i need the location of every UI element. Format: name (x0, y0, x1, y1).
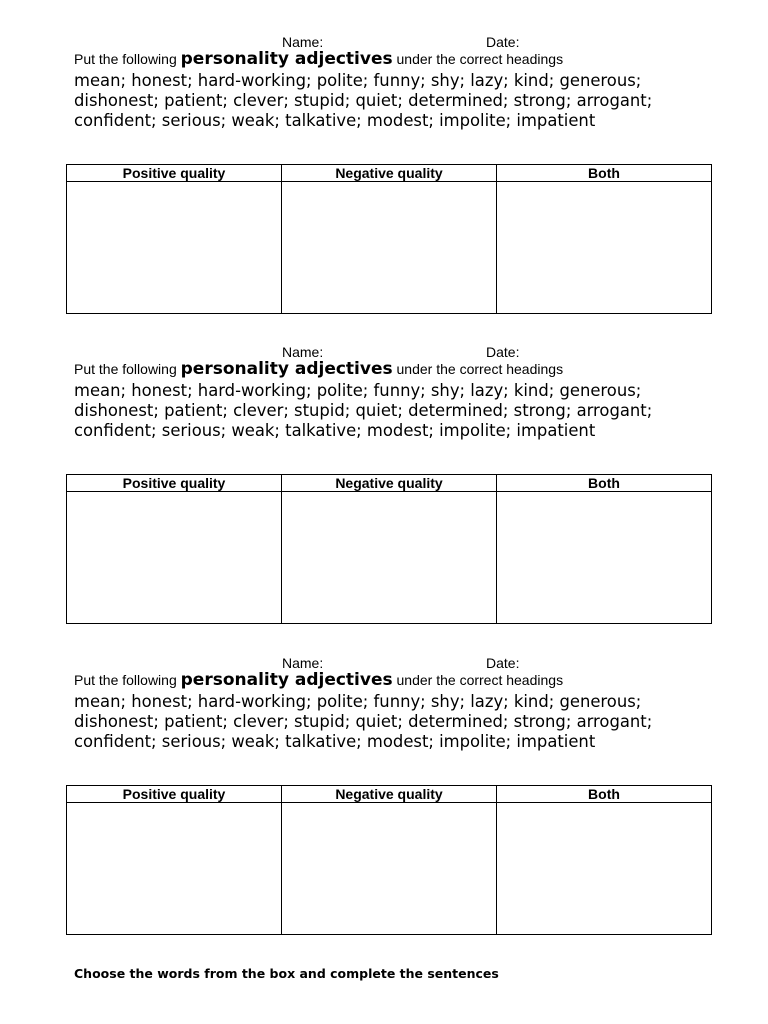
word-list-line: confident; serious; weak; talkative; modest; impolite; impatient (74, 111, 596, 130)
word-list (74, 71, 724, 131)
instruction-text (74, 49, 563, 69)
word-list-line: mean; honest; hard-working; polite; funny; shy; lazy; kind; generous; (74, 71, 642, 90)
header-both: Both (497, 786, 712, 803)
negative-quality-cell[interactable] (282, 803, 497, 935)
word-list-line: confident; serious; weak; talkative; modest; impolite; impatient (74, 421, 596, 440)
instruction-emphasis: personality adjectives (180, 359, 393, 379)
date-label: Date: (486, 344, 520, 360)
negative-quality-cell[interactable] (282, 492, 497, 624)
header-both: Both (497, 475, 712, 492)
instruction-emphasis: personality adjectives (180, 670, 393, 690)
instruction-before: Put the following (74, 361, 181, 377)
word-list (74, 692, 724, 752)
instruction-before: Put the following (74, 51, 181, 67)
instruction-before: Put the following (74, 672, 181, 688)
name-label: Name: (282, 34, 324, 50)
footer-instruction: Choose the words from the box and complete the sentences (74, 966, 499, 981)
positive-quality-cell[interactable] (67, 182, 282, 314)
instruction-after: under the correct headings (392, 361, 564, 377)
name-label: Name: (282, 655, 324, 671)
header-negative-quality: Negative quality (282, 475, 497, 492)
word-list-line: mean; honest; hard-working; polite; funny; shy; lazy; kind; generous; (74, 692, 642, 711)
header-negative-quality: Negative quality (282, 786, 497, 803)
instruction-after: under the correct headings (392, 672, 564, 688)
word-list-line: dishonest; patient; clever; stupid; quiet; determined; strong; arrogant; (74, 712, 653, 731)
instruction-after: under the correct headings (392, 51, 564, 67)
word-list (74, 381, 724, 441)
both-cell[interactable] (497, 803, 712, 935)
sorting-table (66, 164, 712, 314)
positive-quality-cell[interactable] (67, 803, 282, 935)
word-list-line: confident; serious; weak; talkative; modest; impolite; impatient (74, 732, 596, 751)
sorting-table (66, 785, 712, 935)
sorting-table (66, 474, 712, 624)
word-list-line: dishonest; patient; clever; stupid; quiet; determined; strong; arrogant; (74, 91, 653, 110)
name-label: Name: (282, 344, 324, 360)
instruction-text (74, 359, 563, 379)
positive-quality-cell[interactable] (67, 492, 282, 624)
date-label: Date: (486, 34, 520, 50)
word-list-line: dishonest; patient; clever; stupid; quiet; determined; strong; arrogant; (74, 401, 653, 420)
header-positive-quality: Positive quality (67, 786, 282, 803)
both-cell[interactable] (497, 492, 712, 624)
instruction-emphasis: personality adjectives (180, 49, 393, 69)
header-negative-quality: Negative quality (282, 165, 497, 182)
date-label: Date: (486, 655, 520, 671)
header-both: Both (497, 165, 712, 182)
word-list-line: mean; honest; hard-working; polite; funny; shy; lazy; kind; generous; (74, 381, 642, 400)
header-positive-quality: Positive quality (67, 475, 282, 492)
both-cell[interactable] (497, 182, 712, 314)
negative-quality-cell[interactable] (282, 182, 497, 314)
header-positive-quality: Positive quality (67, 165, 282, 182)
instruction-text (74, 670, 563, 690)
